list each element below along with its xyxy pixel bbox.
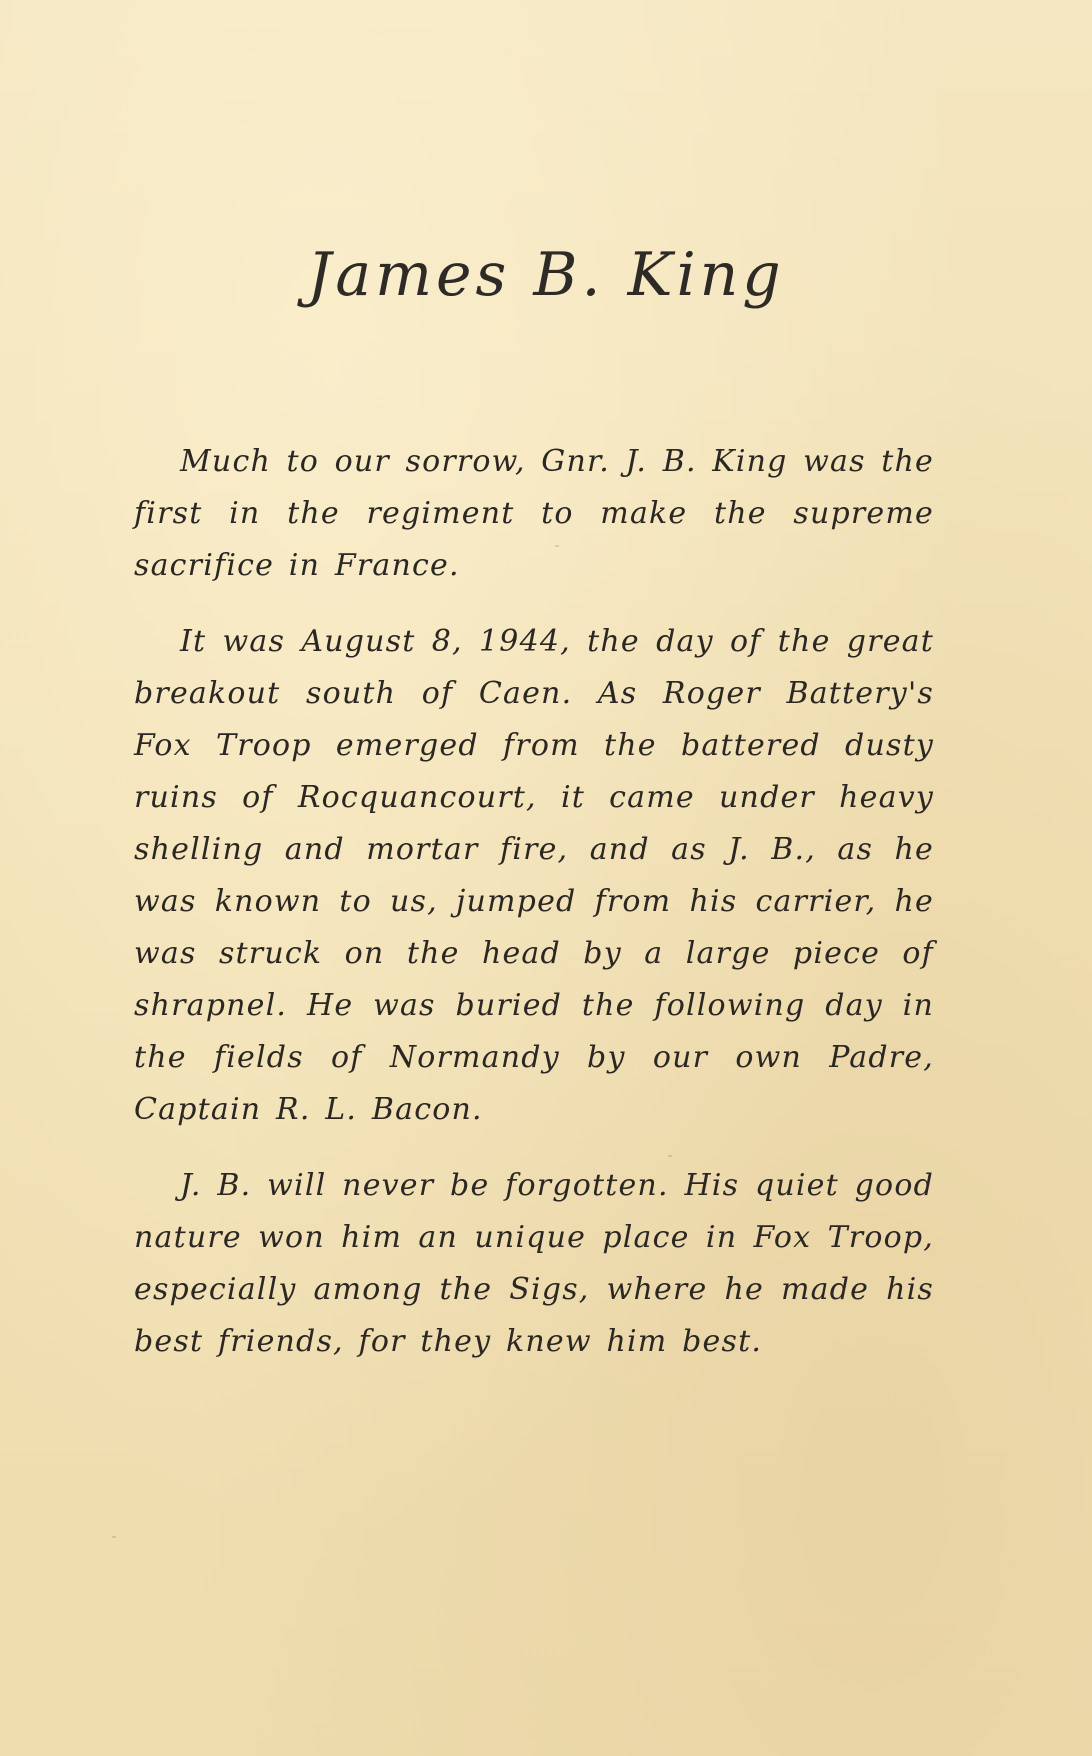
paper-speck: [112, 1536, 116, 1538]
memorial-text: [134, 436, 934, 1392]
paragraph-1: Much to our sorrow, Gnr. J. B. King was the first in the regiment to make the supreme sacrifice in France.: [134, 444, 934, 583]
page-title: James B. King: [307, 240, 785, 310]
paragraph-3: J. B. will never be forgotten. His quiet good nature won him an unique place in Fox Troop, especially among the Sigs, where he made his best friends, for they knew him best.: [134, 1168, 934, 1359]
paper-speck: [555, 545, 559, 547]
paper-speck: [668, 1155, 672, 1157]
paragraph-2: It was August 8, 1944, the day of the great breakout south of Caen. As Roger Battery's Fox Troop emerged from the battered dusty ruins of Rocquancourt, it came under heavy shelling and mortar fire, and as J. B., as he was known to us, jumped from his carrier, he was struck on the head by a large piece of shrapnel. He was buried the following day in the fields of Normandy by our own Padre, Captain R. L. Bacon.: [134, 624, 934, 1127]
